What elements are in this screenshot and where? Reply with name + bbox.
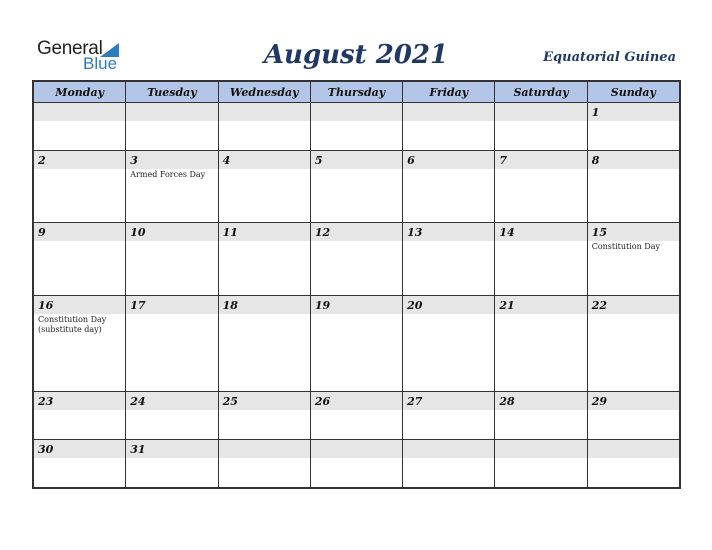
day-cell — [218, 295, 310, 391]
day-number: 28 — [499, 394, 515, 408]
day-number-bar — [495, 392, 586, 410]
day-number-bar — [126, 392, 217, 410]
day-number-bar — [311, 151, 402, 169]
day-cell — [587, 295, 679, 391]
day-number: 10 — [130, 226, 146, 240]
country-name: Equatorial Guinea — [543, 50, 676, 65]
day-number: 13 — [407, 226, 423, 240]
day-number-bar — [311, 223, 402, 241]
day-cell — [403, 439, 495, 487]
weekday-header: Friday — [403, 82, 495, 103]
holiday-label — [588, 169, 679, 170]
weekday-header: Wednesday — [218, 82, 310, 103]
day-number-bar — [311, 392, 402, 410]
day-number: 26 — [314, 394, 331, 408]
holiday-label — [403, 314, 494, 315]
holiday-label — [126, 314, 217, 315]
day-number-bar — [219, 392, 310, 410]
day-cell — [310, 391, 402, 439]
holiday-label — [34, 121, 125, 122]
week-row — [34, 439, 680, 487]
holiday-label — [219, 458, 310, 459]
holiday-label — [495, 169, 586, 170]
holiday-label — [311, 169, 402, 170]
holiday-label — [495, 241, 586, 242]
day-number-bar — [495, 103, 586, 121]
holiday-label — [311, 241, 402, 242]
day-number-bar — [403, 103, 494, 121]
day-number-bar — [126, 103, 217, 121]
day-number: 15 — [591, 226, 607, 240]
day-cell — [403, 103, 495, 151]
day-number-bar — [588, 223, 679, 241]
day-number: 25 — [222, 394, 238, 408]
day-number-bar — [403, 392, 494, 410]
day-cell — [218, 103, 310, 151]
holiday-label — [219, 121, 310, 122]
day-number-bar — [311, 440, 402, 458]
day-cell — [126, 391, 218, 439]
day-cell — [126, 295, 218, 391]
weekday-header: Saturday — [495, 82, 587, 103]
day-number-bar — [219, 223, 310, 241]
day-number: 21 — [499, 298, 515, 312]
holiday-label — [403, 410, 494, 411]
day-cell — [34, 223, 126, 295]
day-number: 11 — [222, 226, 238, 240]
day-number-bar — [588, 392, 679, 410]
holiday-label — [403, 121, 494, 122]
day-number-bar — [403, 296, 494, 314]
day-cell — [34, 103, 126, 151]
day-cell — [310, 439, 402, 487]
day-cell — [126, 439, 218, 487]
calendar-grid — [32, 80, 681, 489]
week-row — [34, 223, 680, 295]
day-number: 3 — [130, 154, 138, 168]
page-title: August 2021 — [263, 40, 449, 70]
holiday-label — [126, 121, 217, 122]
day-number: 20 — [407, 298, 423, 312]
day-cell — [218, 391, 310, 439]
holiday-label — [311, 410, 402, 411]
holiday-label — [126, 458, 217, 459]
holiday-label: Constitution Day — [591, 242, 661, 252]
day-number: 16 — [38, 298, 54, 312]
day-cell — [587, 223, 679, 295]
holiday-label — [34, 410, 125, 411]
holiday-label — [34, 169, 125, 170]
day-number-bar — [403, 440, 494, 458]
holiday-label: Constitution Day (substitute day) — [38, 314, 107, 334]
day-number-bar — [588, 151, 679, 169]
day-cell — [310, 223, 402, 295]
holiday-label — [311, 121, 402, 122]
day-number-bar — [126, 296, 217, 314]
holiday-label — [403, 169, 494, 170]
day-number-bar — [588, 103, 679, 121]
day-cell — [310, 151, 402, 223]
holiday-label — [126, 241, 217, 242]
holiday-label — [219, 314, 310, 315]
week-row — [34, 103, 680, 151]
day-number: 23 — [38, 394, 54, 408]
weekday-header: Sunday — [587, 82, 679, 103]
holiday-label — [219, 241, 310, 242]
holiday-label: Armed Forces Day — [130, 170, 206, 180]
day-cell — [218, 223, 310, 295]
holiday-label — [403, 458, 494, 459]
weekday-header: Thursday — [310, 82, 402, 103]
day-number: 7 — [499, 154, 508, 168]
brand-logo — [37, 38, 137, 74]
day-cell — [34, 391, 126, 439]
day-number-bar — [126, 223, 217, 241]
day-number-bar — [219, 151, 310, 169]
day-number-bar — [495, 296, 586, 314]
day-cell — [403, 151, 495, 223]
weekday-header: Tuesday — [126, 82, 218, 103]
holiday-label — [403, 241, 494, 242]
holiday-label — [219, 169, 310, 170]
day-number: 4 — [222, 154, 231, 168]
day-cell — [495, 151, 587, 223]
day-cell — [34, 151, 126, 223]
day-number-bar — [34, 440, 125, 458]
day-number: 19 — [314, 298, 331, 312]
holiday-label — [495, 410, 586, 411]
day-number: 12 — [314, 226, 331, 240]
day-number-bar — [219, 103, 310, 121]
day-number: 24 — [130, 394, 146, 408]
day-cell — [495, 223, 587, 295]
day-cell — [126, 103, 218, 151]
day-number: 1 — [591, 106, 600, 119]
day-number-bar — [403, 223, 494, 241]
day-cell — [587, 439, 679, 487]
day-number-bar — [311, 296, 402, 314]
day-number-bar — [34, 103, 125, 121]
holiday-label — [495, 121, 586, 122]
day-number-bar — [126, 440, 217, 458]
holiday-label — [495, 314, 586, 315]
day-number-bar — [495, 223, 586, 241]
day-cell — [495, 439, 587, 487]
weekday-header: Monday — [34, 82, 126, 103]
day-cell — [310, 295, 402, 391]
day-number-bar — [588, 440, 679, 458]
week-row — [34, 391, 680, 439]
holiday-label — [34, 458, 125, 459]
day-number: 31 — [130, 442, 146, 456]
holiday-label — [588, 121, 679, 122]
holiday-label — [219, 410, 310, 411]
day-number-bar — [34, 392, 125, 410]
logo-text-blue: Blue — [83, 54, 118, 73]
day-number: 17 — [130, 298, 146, 312]
day-number-bar — [311, 103, 402, 121]
day-cell — [495, 391, 587, 439]
day-number: 14 — [499, 226, 515, 240]
day-cell — [34, 295, 126, 391]
day-number-bar — [588, 296, 679, 314]
holiday-label — [588, 458, 679, 459]
day-number-bar — [34, 151, 125, 169]
day-cell — [587, 151, 679, 223]
day-cell — [218, 439, 310, 487]
day-number: 22 — [591, 298, 607, 312]
day-cell — [403, 295, 495, 391]
day-cell — [218, 151, 310, 223]
day-number: 18 — [222, 298, 238, 312]
day-number-bar — [34, 223, 125, 241]
day-number-bar — [495, 151, 586, 169]
day-cell — [587, 103, 679, 151]
holiday-label — [588, 410, 679, 411]
weekday-header-row — [34, 82, 680, 103]
day-cell — [126, 223, 218, 295]
day-cell — [403, 391, 495, 439]
holiday-label — [495, 458, 586, 459]
holiday-label — [311, 314, 402, 315]
day-number: 30 — [38, 442, 54, 456]
week-row — [34, 295, 680, 391]
day-cell — [495, 103, 587, 151]
day-number-bar — [126, 151, 217, 169]
day-number-bar — [219, 440, 310, 458]
holiday-label — [126, 410, 217, 411]
week-row — [34, 151, 680, 223]
day-cell — [403, 223, 495, 295]
day-cell — [587, 391, 679, 439]
day-number-bar — [495, 440, 586, 458]
holiday-label — [34, 241, 125, 242]
logo-text-general: General — [37, 38, 103, 59]
day-number: 6 — [407, 154, 415, 168]
day-number-bar — [403, 151, 494, 169]
day-cell — [34, 439, 126, 487]
day-number: 9 — [38, 226, 46, 240]
holiday-label — [588, 314, 679, 315]
day-number: 2 — [38, 154, 46, 168]
day-number: 8 — [591, 154, 600, 168]
holiday-label — [311, 458, 402, 459]
day-cell — [495, 295, 587, 391]
day-cell — [126, 151, 218, 223]
day-number-bar — [219, 296, 310, 314]
day-number: 5 — [314, 154, 323, 168]
day-number: 29 — [591, 394, 607, 408]
day-number-bar — [34, 296, 125, 314]
day-cell — [310, 103, 402, 151]
day-number: 27 — [407, 394, 423, 408]
